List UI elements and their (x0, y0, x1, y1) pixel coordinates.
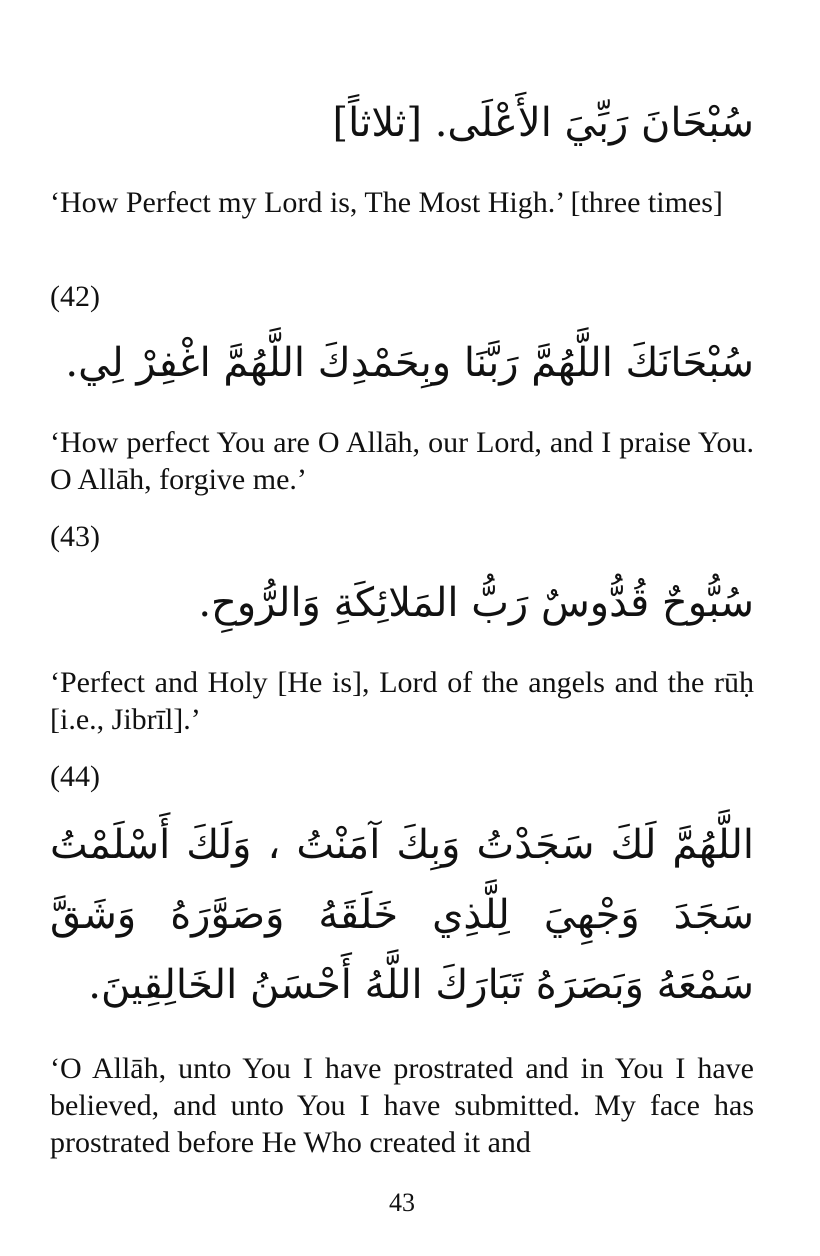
translation-44: ‘O Allāh, unto You I have prostrated and in You I have believed, and unto You I have submitted. My face has prostrated before He Who created it and (50, 1052, 754, 1159)
page-number: 43 (389, 1188, 415, 1217)
dua-number-44: (44) (50, 760, 100, 793)
translation-42: ‘How perfect You are O Allāh, our Lord, and I praise You. O Allāh, forgive me.’ (50, 426, 754, 496)
translation-43: ‘Perfect and Holy [He is], Lord of the angels and the rūḥ [i.e., Jibrīl].’ (50, 666, 754, 736)
document-page (50, 0, 754, 1256)
translation-41: ‘How Perfect my Lord is, The Most High.’ [three times] (50, 186, 723, 219)
dua-number-42: (42) (50, 280, 100, 313)
arabic-dua-44: اللَّهُمَّ لَكَ سَجَدْتُ وَبِكَ آمَنْتُ ، وَلَكَ أَسْلَمْتُ سَجَدَ وَجْهِيَ لِلَّذِي خَلَقَهُ وَصَوَّرَهُ وَشَقَّ سَمْعَهُ وَبَصَرَهُ تَبَارَكَ اللَّهُ أَحْسَنُ الخَالِقِينَ. (50, 822, 754, 1008)
arabic-dua-42: سُبْحَانَكَ اللَّهُمَّ رَبَّنَا وبِحَمْدِكَ اللَّهُمَّ اغْفِرْ لِي. (65, 340, 754, 386)
arabic-dua-43: سُبُّوحٌ قُدُّوسٌ رَبُّ المَلائِكَةِ وَالرُّوحِ. (198, 580, 754, 626)
dua-number-43: (43) (50, 520, 100, 553)
arabic-dua-41: سُبْحَانَ رَبِّيَ الأَعْلَى. [ثلاثاً] (332, 100, 754, 146)
